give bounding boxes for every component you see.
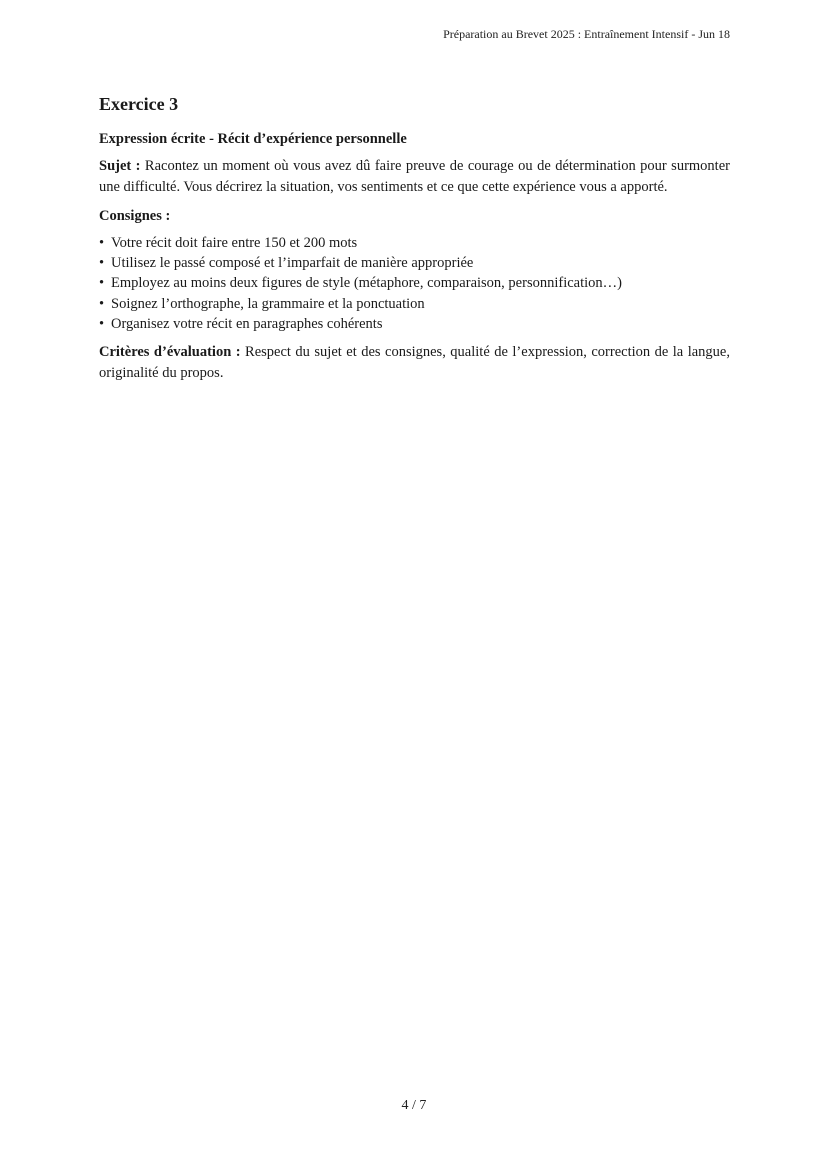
list-item — [99, 273, 730, 293]
list-item-text: Votre récit doit faire entre 150 et 200 mots — [111, 235, 358, 251]
criteria-label: Critères d’évaluation : — [99, 344, 241, 361]
instructions-list — [99, 233, 730, 334]
subject-text: Racontez un moment où vous avez dû faire preuve de courage ou de détermination pour surmonter une difficulté. Vous décrirez la situation, vos sentiments et ce que cette expérience vous a apporté. — [99, 158, 730, 195]
list-item — [99, 294, 730, 314]
list-item-text: Employez au moins deux figures de style (métaphore, comparaison, personnification…) — [111, 275, 622, 292]
list-item-text: Organisez votre récit en paragraphes cohérents — [111, 315, 383, 332]
list-item-text: Soignez l’orthographe, la grammaire et la ponctuation — [111, 295, 425, 312]
instructions-label: Consignes : — [99, 208, 171, 224]
list-item — [99, 314, 730, 334]
page-number: 4 / 7 — [401, 1098, 427, 1113]
bullet-icon: • — [99, 295, 105, 312]
list-item — [99, 233, 730, 253]
bullet-icon: • — [99, 275, 105, 292]
bullet-icon: • — [99, 315, 105, 332]
exercise-subtitle: Expression écrite - Récit d’expérience personnelle — [99, 131, 407, 147]
criteria-text: Respect du sujet et des consignes, qualité de l’expression, correction de la langue, originalité du propos. — [99, 344, 730, 382]
list-item-text: Utilisez le passé composé et l’imparfait de manière appropriée — [111, 255, 474, 272]
running-header: Préparation au Brevet 2025 : Entraînement Intensif - Jun 18 — [443, 27, 730, 41]
subject-paragraph — [99, 156, 730, 198]
subject-label: Sujet : — [99, 158, 141, 174]
exercise-title: Exercice 3 — [99, 94, 179, 114]
exercise-section — [99, 92, 730, 392]
list-item — [99, 253, 730, 273]
bullet-icon: • — [99, 235, 105, 251]
bullet-icon: • — [99, 255, 105, 272]
criteria-paragraph — [99, 342, 730, 384]
